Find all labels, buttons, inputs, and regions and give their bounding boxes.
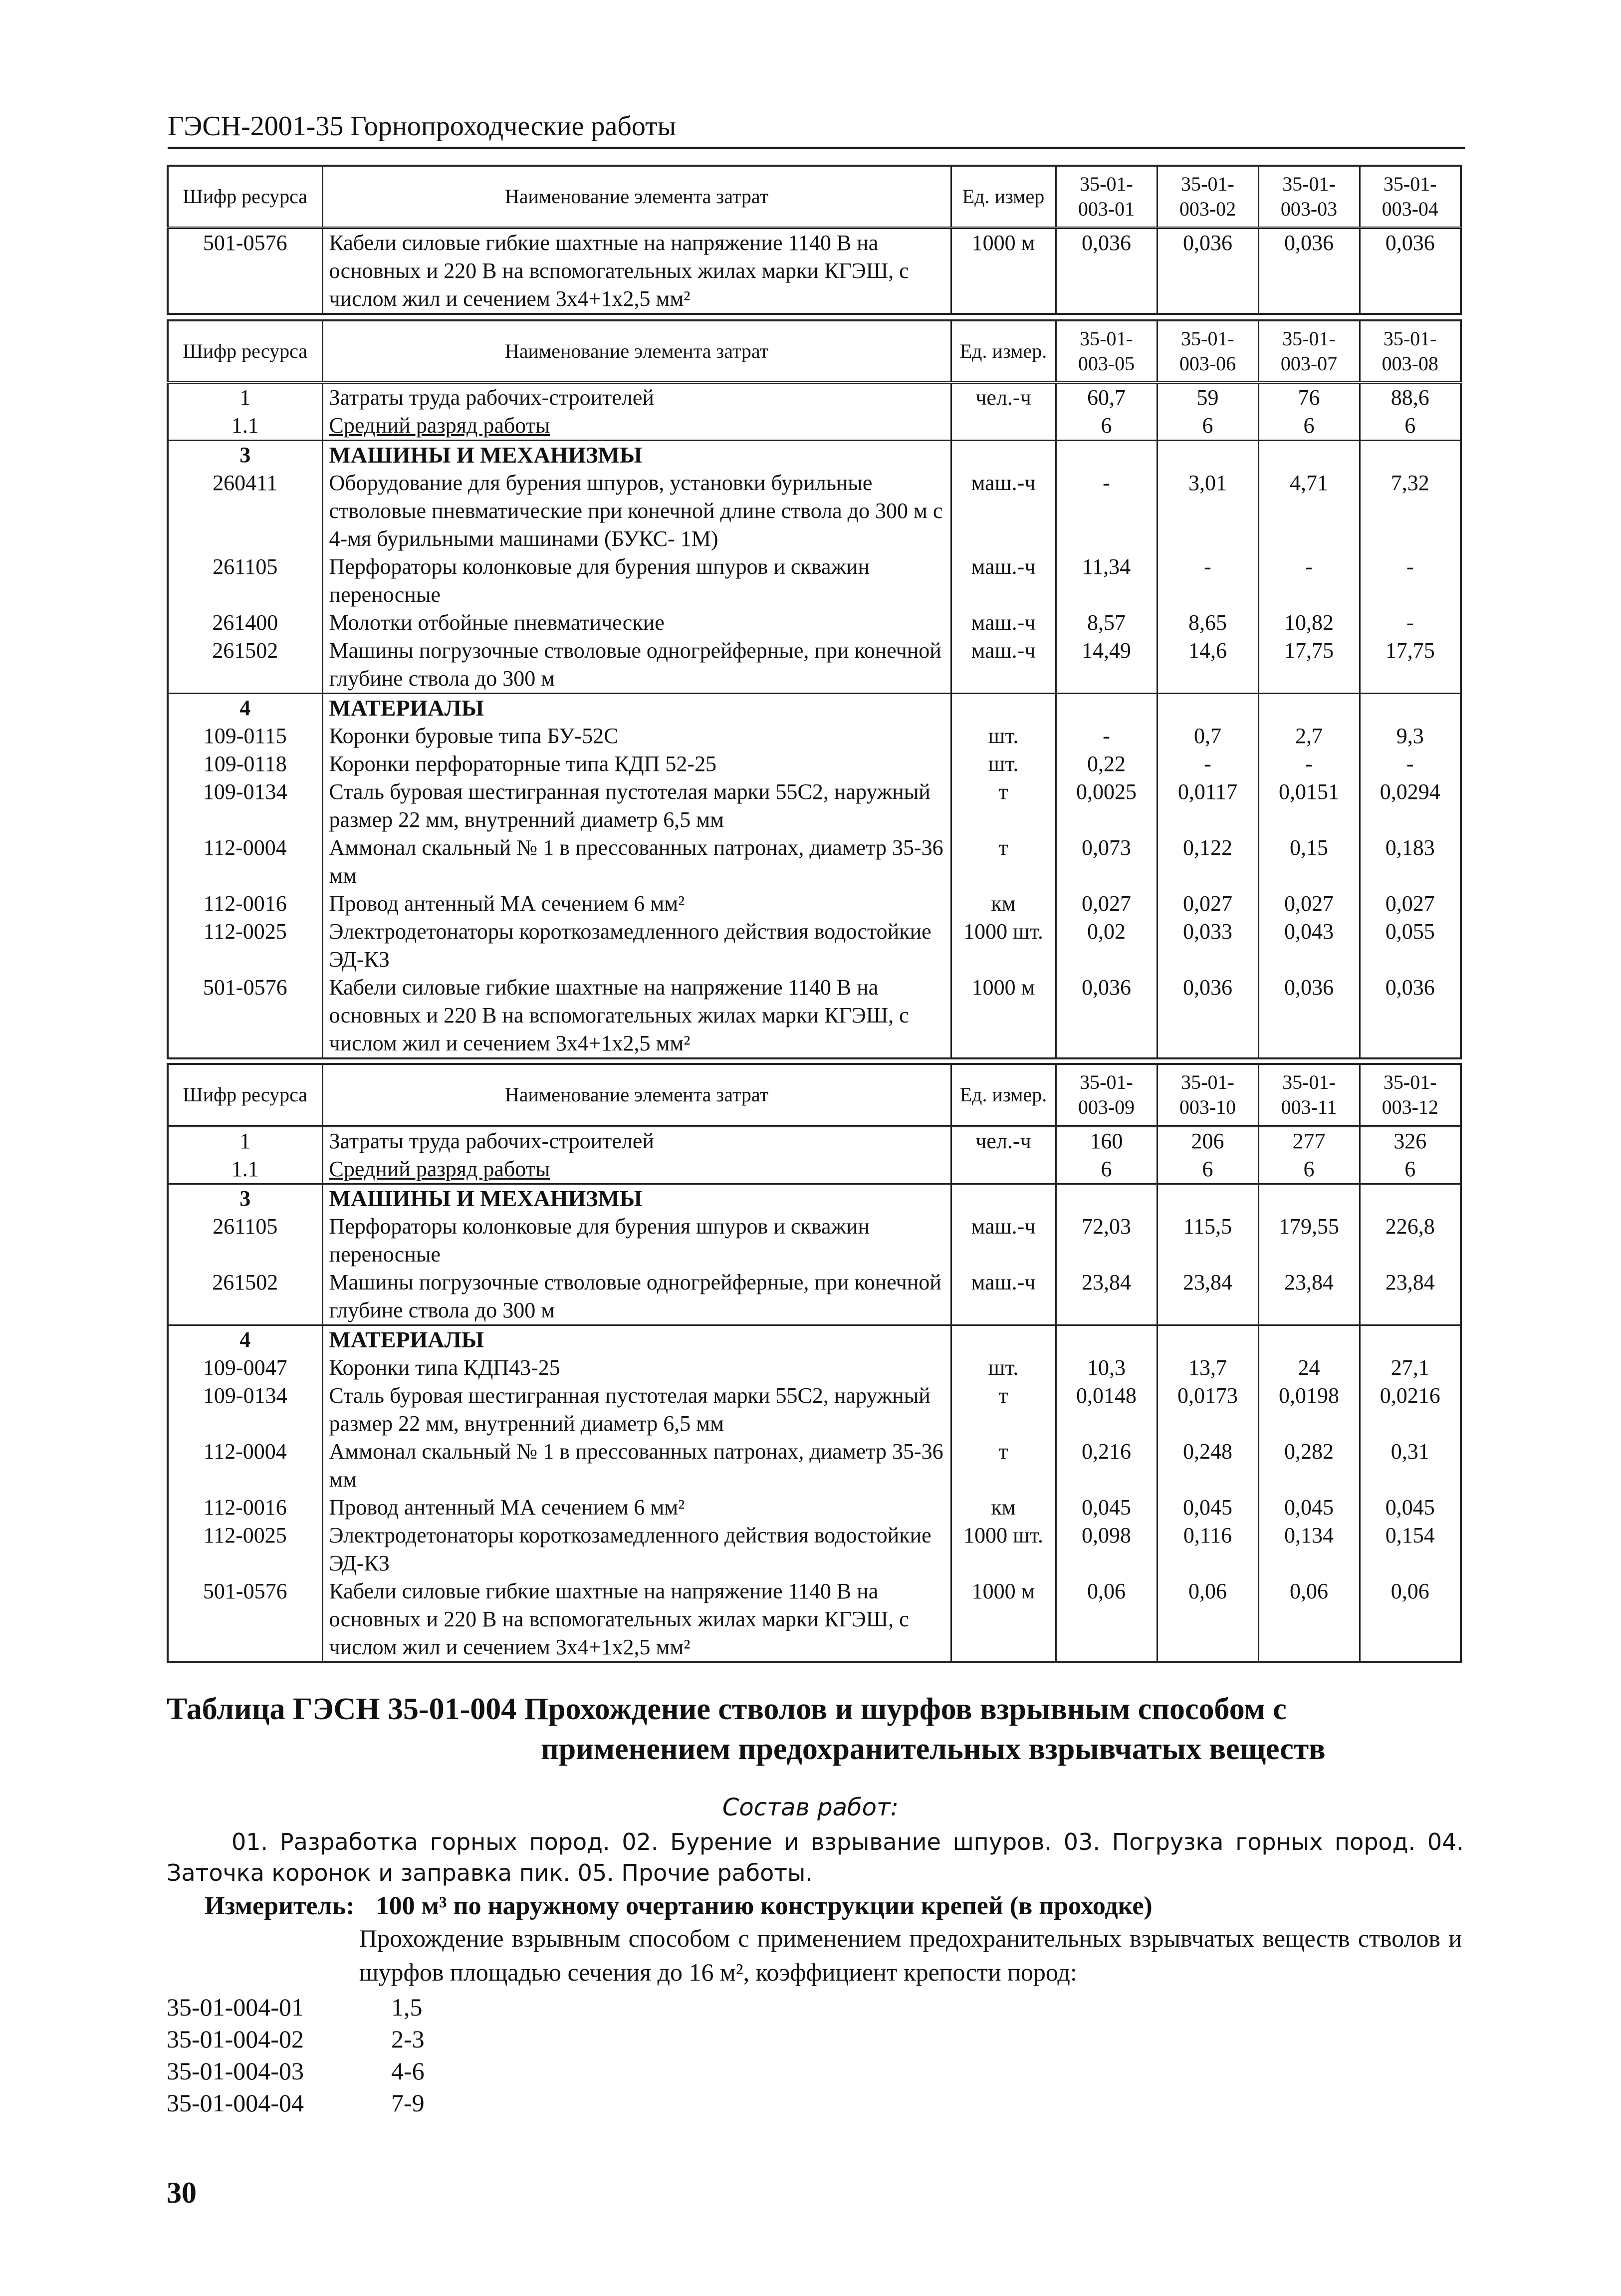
resource-name: Кабели силовые гибкие шахтные на напряжение 1140 В на основных и 220 В на вспомогательных жилах марки КГЭШ, с числом жил и сечением 3х4+1х2,5 мм² (322, 1577, 951, 1662)
resource-unit: маш.-ч (951, 1269, 1056, 1325)
norm-code-value: 2-3 (391, 2025, 425, 2053)
resource-unit: км (951, 890, 1056, 918)
table-row (168, 1522, 1461, 1577)
resource-unit: маш.-ч (951, 469, 1056, 553)
norm-code-value: 7-9 (391, 2089, 425, 2117)
norm-value: 0,06 (1157, 1577, 1258, 1662)
col-header-norm: 35-01-003-12 (1360, 1064, 1461, 1126)
norm-value: 0,06 (1258, 1577, 1360, 1662)
norm-value (1157, 1184, 1258, 1213)
norm-value: 0,248 (1157, 1438, 1258, 1494)
table-row (168, 609, 1461, 637)
resource-name: Кабели силовые гибкие шахтные на напряжение 1140 В на основных и 220 В на вспомогательных жилах марки КГЭШ, с числом жил и сечением 3х4+1х2,5 мм² (322, 228, 951, 314)
resource-name: Оборудование для бурения шпуров, установки бурильные стволовые пневматические при конечной длине ствола до 300 м с 4-мя бурильными машинами (БУКС- 1М) (322, 469, 951, 553)
norm-value: 326 (1360, 1126, 1461, 1156)
norm-value: 0,036 (1056, 974, 1157, 1058)
resource-name: МАШИНЫ И МЕХАНИЗМЫ (322, 441, 951, 470)
resource-code: 1.1 (168, 412, 322, 441)
norm-value (1157, 694, 1258, 723)
norm-value: 2,7 (1258, 722, 1360, 750)
resource-code: 261502 (168, 1269, 322, 1325)
norm-value: - (1258, 553, 1360, 609)
norm-value: - (1258, 750, 1360, 778)
table-header-row (168, 1064, 1461, 1126)
norm-value: - (1056, 469, 1157, 553)
resource-code: 109-0115 (168, 722, 322, 750)
norm-code: 35-01-004-01 (167, 1993, 304, 2021)
resource-name: Затраты труда рабочих-строителей (322, 383, 951, 412)
norm-value: 7,32 (1360, 469, 1461, 553)
resource-code: 3 (168, 441, 322, 470)
table-title-line-1: Таблица ГЭСН 35-01-004 Прохождение стволов и шурфов взрывным способом с (167, 1692, 1287, 1726)
norm-value: 72,03 (1056, 1213, 1157, 1269)
norm-value: - (1360, 750, 1461, 778)
norm-value (1258, 1325, 1360, 1354)
table-row (168, 1325, 1461, 1354)
col-header-norm: 35-01-003-03 (1258, 166, 1360, 228)
norm-value: 14,6 (1157, 637, 1258, 694)
norm-value: 0,216 (1056, 1438, 1157, 1494)
norm-value: 206 (1157, 1126, 1258, 1156)
norm-value: 23,84 (1258, 1269, 1360, 1325)
norm-value: 0,027 (1056, 890, 1157, 918)
resource-code: 501-0576 (168, 974, 322, 1058)
norm-code-row (167, 2055, 425, 2087)
norm-value: 0,116 (1157, 1522, 1258, 1577)
resource-unit (951, 1184, 1056, 1213)
norm-value: 8,65 (1157, 609, 1258, 637)
norm-value: 6 (1157, 1155, 1258, 1184)
resource-name: Провод антенный МА сечением 6 мм² (322, 890, 951, 918)
resource-name: Электродетонаторы короткозамедленного действия водостойкие ЭД-КЗ (322, 1522, 951, 1577)
resource-code: 112-0025 (168, 918, 322, 974)
resource-code: 501-0576 (168, 228, 322, 314)
running-head: ГЭСН-2001-35 Горнопроходческие работы (168, 109, 1465, 149)
norm-value: 0,0294 (1360, 778, 1461, 834)
col-header-norm: 35-01-003-04 (1360, 166, 1461, 228)
norm-value: 160 (1056, 1126, 1157, 1156)
table-row (168, 1126, 1461, 1156)
norm-value: 76 (1258, 383, 1360, 412)
norm-value: - (1360, 609, 1461, 637)
resource-table-1 (167, 165, 1462, 315)
resource-code: 112-0004 (168, 834, 322, 890)
table-row (168, 722, 1461, 750)
col-header-norm: 35-01-003-02 (1157, 166, 1258, 228)
norm-code-value: 1,5 (391, 1993, 423, 2021)
table-row (168, 918, 1461, 974)
col-header-norm: 35-01-003-07 (1258, 320, 1360, 383)
resource-table-2 (167, 319, 1462, 1059)
resource-unit (951, 694, 1056, 723)
norm-value: 277 (1258, 1126, 1360, 1156)
norm-value: 0,134 (1258, 1522, 1360, 1577)
norm-value: 17,75 (1258, 637, 1360, 694)
norm-value (1360, 1184, 1461, 1213)
resource-name: Сталь буровая шестигранная пустотелая марки 55С2, наружный размер 22 мм, внутренний диаметр 6,5 мм (322, 778, 951, 834)
composition-text: 01. Разработка горных пород. 02. Бурение и взрывание шпуров. 03. Погрузка горных пород. 04. Заточка коронок и заправка пик. 05. Прочие работы. (167, 1828, 1464, 1886)
resource-name: Аммонал скальный № 1 в прессованных патронах, диаметр 35-36 мм (322, 834, 951, 890)
norm-value: 0,0025 (1056, 778, 1157, 834)
resource-unit: 1000 шт. (951, 918, 1056, 974)
resource-table-3 (167, 1063, 1462, 1663)
resource-name: Кабели силовые гибкие шахтные на напряжение 1140 В на основных и 220 В на вспомогательных жилах марки КГЭШ, с числом жил и сечением 3х4+1х2,5 мм² (322, 974, 951, 1058)
norm-value: 88,6 (1360, 383, 1461, 412)
resource-code: 112-0016 (168, 1494, 322, 1522)
col-header-norm: 35-01-003-10 (1157, 1064, 1258, 1126)
norm-value: 0,31 (1360, 1438, 1461, 1494)
norm-code: 35-01-004-02 (167, 2025, 304, 2053)
resource-unit: 1000 м (951, 228, 1056, 314)
norm-value: 0,043 (1258, 918, 1360, 974)
resource-code: 112-0025 (168, 1522, 322, 1577)
table-row (168, 1382, 1461, 1438)
resource-name: Молотки отбойные пневматические (322, 609, 951, 637)
resource-name: Средний разряд работы (322, 412, 951, 441)
norm-value: 0,06 (1056, 1577, 1157, 1662)
norm-value: 0,0173 (1157, 1382, 1258, 1438)
resource-name: Провод антенный МА сечением 6 мм² (322, 1494, 951, 1522)
resource-name: Машины погрузочные стволовые одногрейферные, при конечной глубине ствола до 300 м (322, 1269, 951, 1325)
resource-name: Перфораторы колонковые для бурения шпуров и скважин переносные (322, 1213, 951, 1269)
norm-code: 35-01-004-03 (167, 2057, 304, 2085)
norm-code-row (167, 1991, 425, 2023)
norm-value: 0,122 (1157, 834, 1258, 890)
col-header-norm: 35-01-003-08 (1360, 320, 1461, 383)
norm-value: 0,027 (1258, 890, 1360, 918)
page-number: 30 (167, 2176, 197, 2209)
norm-value: - (1360, 553, 1461, 609)
col-header-code: Шифр ресурса (168, 166, 322, 228)
col-header-norm: 35-01-003-01 (1056, 166, 1157, 228)
resource-name: Затраты труда рабочих-строителей (322, 1126, 951, 1156)
resource-name: Коронки типа КДП43-25 (322, 1354, 951, 1382)
norm-value: 23,84 (1056, 1269, 1157, 1325)
norm-value: 0,15 (1258, 834, 1360, 890)
resource-unit (951, 441, 1056, 470)
norm-value: 0,036 (1360, 228, 1461, 314)
resource-name: Средний разряд работы (322, 1155, 951, 1184)
resource-unit: шт. (951, 1354, 1056, 1382)
resource-unit: шт. (951, 722, 1056, 750)
resource-code: 112-0004 (168, 1438, 322, 1494)
col-header-code: Шифр ресурса (168, 320, 322, 383)
resource-code: 4 (168, 1325, 322, 1354)
table-row (168, 974, 1461, 1058)
resource-unit: 1000 м (951, 1577, 1056, 1662)
norm-value: 11,34 (1056, 553, 1157, 609)
table-row (168, 1577, 1461, 1662)
resource-code: 1.1 (168, 1155, 322, 1184)
resource-name: Коронки буровые типа БУ-52С (322, 722, 951, 750)
norm-value: 0,0117 (1157, 778, 1258, 834)
work-description: Прохождение взрывным способом с применением предохранительных взрывчатых веществ стволов и шурфов площадью сечения до 16 м², коэффициент крепости пород: (359, 1924, 1462, 1986)
norm-value: 0,036 (1258, 228, 1360, 314)
table-row (168, 1269, 1461, 1325)
table-header-row (168, 166, 1461, 228)
norm-value: 3,01 (1157, 469, 1258, 553)
norm-code-value: 4-6 (391, 2057, 425, 2085)
table-row (168, 412, 1461, 441)
norm-code: 35-01-004-04 (167, 2089, 304, 2117)
resource-unit: 1000 м (951, 974, 1056, 1058)
norm-value: 0,045 (1056, 1494, 1157, 1522)
resource-unit: чел.-ч (951, 383, 1056, 412)
norm-value: 14,49 (1056, 637, 1157, 694)
norm-value: 6 (1157, 412, 1258, 441)
resource-code: 3 (168, 1184, 322, 1213)
norm-value (1056, 694, 1157, 723)
norm-value (1157, 441, 1258, 470)
norm-value: 0,045 (1258, 1494, 1360, 1522)
resource-code: 260411 (168, 469, 322, 553)
norm-value (1258, 441, 1360, 470)
resource-code: 109-0047 (168, 1354, 322, 1382)
col-header-code: Шифр ресурса (168, 1064, 322, 1126)
table-row (168, 1438, 1461, 1494)
resource-unit (951, 1155, 1056, 1184)
table-title-line-2: применением предохранительных взрывчатых веществ (541, 1732, 1326, 1766)
resource-code: 501-0576 (168, 1577, 322, 1662)
norm-value: 0,0148 (1056, 1382, 1157, 1438)
table-row (168, 1494, 1461, 1522)
norm-value: 59 (1157, 383, 1258, 412)
table-header-row (168, 320, 1461, 383)
resource-unit: шт. (951, 750, 1056, 778)
norm-value: 6 (1056, 412, 1157, 441)
norm-value: 0,06 (1360, 1577, 1461, 1662)
norm-value: 0,098 (1056, 1522, 1157, 1577)
norm-value: 24 (1258, 1354, 1360, 1382)
resource-unit (951, 1325, 1056, 1354)
norm-value: 0,045 (1157, 1494, 1258, 1522)
resource-unit: т (951, 1382, 1056, 1438)
norm-value: 0,22 (1056, 750, 1157, 778)
resource-code: 261400 (168, 609, 322, 637)
norm-value: 0,055 (1360, 918, 1461, 974)
norm-value: 0,036 (1056, 228, 1157, 314)
table-row (168, 637, 1461, 694)
norm-value: 179,55 (1258, 1213, 1360, 1269)
norm-value: 8,57 (1056, 609, 1157, 637)
resource-name: Электродетонаторы короткозамедленного действия водостойкие ЭД-КЗ (322, 918, 951, 974)
norm-value: 6 (1258, 1155, 1360, 1184)
norm-value: 6 (1360, 1155, 1461, 1184)
resource-unit: маш.-ч (951, 609, 1056, 637)
norm-code-row (167, 2087, 425, 2119)
table-row (168, 1184, 1461, 1213)
norm-value (1056, 1184, 1157, 1213)
table-row (168, 1354, 1461, 1382)
norm-value: 23,84 (1360, 1269, 1461, 1325)
norm-value: 0,073 (1056, 834, 1157, 890)
resource-name: МАТЕРИАЛЫ (322, 1325, 951, 1354)
norm-value: 0,027 (1157, 890, 1258, 918)
resource-code: 261502 (168, 637, 322, 694)
norm-value: 0,036 (1258, 974, 1360, 1058)
table-row (168, 1213, 1461, 1269)
table-title (167, 1689, 1464, 1769)
norm-value: 23,84 (1157, 1269, 1258, 1325)
col-header-norm: 35-01-003-06 (1157, 320, 1258, 383)
table-row (168, 890, 1461, 918)
norm-value (1258, 694, 1360, 723)
norm-value: 115,5 (1157, 1213, 1258, 1269)
col-header-norm: 35-01-003-09 (1056, 1064, 1157, 1126)
resource-code: 109-0118 (168, 750, 322, 778)
resource-unit (951, 412, 1056, 441)
norm-value: 0,154 (1360, 1522, 1461, 1577)
col-header-name: Наименование элемента затрат (322, 166, 951, 228)
resource-code: 112-0016 (168, 890, 322, 918)
norm-value: 6 (1056, 1155, 1157, 1184)
norm-value: 60,7 (1056, 383, 1157, 412)
norm-value: 0,7 (1157, 722, 1258, 750)
col-header-name: Наименование элемента затрат (322, 320, 951, 383)
table-row (168, 778, 1461, 834)
norm-value: 0,0198 (1258, 1382, 1360, 1438)
col-header-norm: 35-01-003-05 (1056, 320, 1157, 383)
resource-unit: т (951, 1438, 1056, 1494)
norm-value: 0,036 (1157, 974, 1258, 1058)
norm-value (1157, 1325, 1258, 1354)
table-row (168, 1155, 1461, 1184)
norm-value: 17,75 (1360, 637, 1461, 694)
col-header-name: Наименование элемента затрат (322, 1064, 951, 1126)
norm-value: - (1157, 553, 1258, 609)
resource-name: МАШИНЫ И МЕХАНИЗМЫ (322, 1184, 951, 1213)
resource-name: Машины погрузочные стволовые одногрейферные, при конечной глубине ствола до 300 м (322, 637, 951, 694)
norm-value (1360, 441, 1461, 470)
measure-label: Измеритель: (205, 1892, 355, 1920)
composition-heading: Состав работ: (722, 1793, 899, 1821)
norm-value: 13,7 (1157, 1354, 1258, 1382)
norm-value (1056, 1325, 1157, 1354)
col-header-unit: Ед. измер (951, 166, 1056, 228)
col-header-norm: 35-01-003-11 (1258, 1064, 1360, 1126)
resource-code: 109-0134 (168, 778, 322, 834)
measure-value: 100 м³ по наружному очертанию конструкции крепей (в проходке) (376, 1892, 1153, 1920)
resource-name: Аммонал скальный № 1 в прессованных патронах, диаметр 35-36 мм (322, 1438, 951, 1494)
norm-value (1360, 694, 1461, 723)
norm-value: - (1157, 750, 1258, 778)
resource-unit: 1000 шт. (951, 1522, 1056, 1577)
norm-value: 0,045 (1360, 1494, 1461, 1522)
norm-value: 0,027 (1360, 890, 1461, 918)
resource-name: Сталь буровая шестигранная пустотелая марки 55С2, наружный размер 22 мм, внутренний диаметр 6,5 мм (322, 1382, 951, 1438)
norm-value: 0,036 (1157, 228, 1258, 314)
table-row (168, 553, 1461, 609)
resource-code: 1 (168, 383, 322, 412)
norm-value: 6 (1360, 412, 1461, 441)
resource-code: 261105 (168, 553, 322, 609)
norm-value: 0,033 (1157, 918, 1258, 974)
resource-name: МАТЕРИАЛЫ (322, 694, 951, 723)
resource-unit: км (951, 1494, 1056, 1522)
norm-value: 4,71 (1258, 469, 1360, 553)
norm-value: 226,8 (1360, 1213, 1461, 1269)
norm-value: 10,82 (1258, 609, 1360, 637)
norm-value: - (1056, 722, 1157, 750)
table-row (168, 469, 1461, 553)
resource-code: 261105 (168, 1213, 322, 1269)
resource-unit: маш.-ч (951, 637, 1056, 694)
resource-code: 4 (168, 694, 322, 723)
norm-codes-list (167, 1991, 425, 2119)
resource-unit: т (951, 834, 1056, 890)
table-row (168, 383, 1461, 412)
resource-unit: маш.-ч (951, 1213, 1056, 1269)
resource-unit: чел.-ч (951, 1126, 1056, 1156)
table-row (168, 750, 1461, 778)
table-row (168, 441, 1461, 470)
norm-code-row (167, 2023, 425, 2055)
norm-value: 0,0151 (1258, 778, 1360, 834)
norm-value (1360, 1325, 1461, 1354)
table-row (168, 694, 1461, 723)
measure-line (205, 1889, 1452, 1924)
col-header-unit: Ед. измер. (951, 1064, 1056, 1126)
norm-value: 10,3 (1056, 1354, 1157, 1382)
resource-code: 1 (168, 1126, 322, 1156)
resource-name: Коронки перфораторные типа КДП 52-25 (322, 750, 951, 778)
norm-value (1056, 441, 1157, 470)
table-row (168, 834, 1461, 890)
norm-value: 0,02 (1056, 918, 1157, 974)
col-header-unit: Ед. измер. (951, 320, 1056, 383)
norm-value: 0,0216 (1360, 1382, 1461, 1438)
table-row (168, 228, 1461, 314)
resource-name: Перфораторы колонковые для бурения шпуров и скважин переносные (322, 553, 951, 609)
norm-value (1258, 1184, 1360, 1213)
norm-value: 0,183 (1360, 834, 1461, 890)
resource-unit: маш.-ч (951, 553, 1056, 609)
norm-value: 0,036 (1360, 974, 1461, 1058)
norm-value: 9,3 (1360, 722, 1461, 750)
norm-value: 6 (1258, 412, 1360, 441)
resource-unit: т (951, 778, 1056, 834)
norm-value: 0,282 (1258, 1438, 1360, 1494)
norm-value: 27,1 (1360, 1354, 1461, 1382)
resource-code: 109-0134 (168, 1382, 322, 1438)
